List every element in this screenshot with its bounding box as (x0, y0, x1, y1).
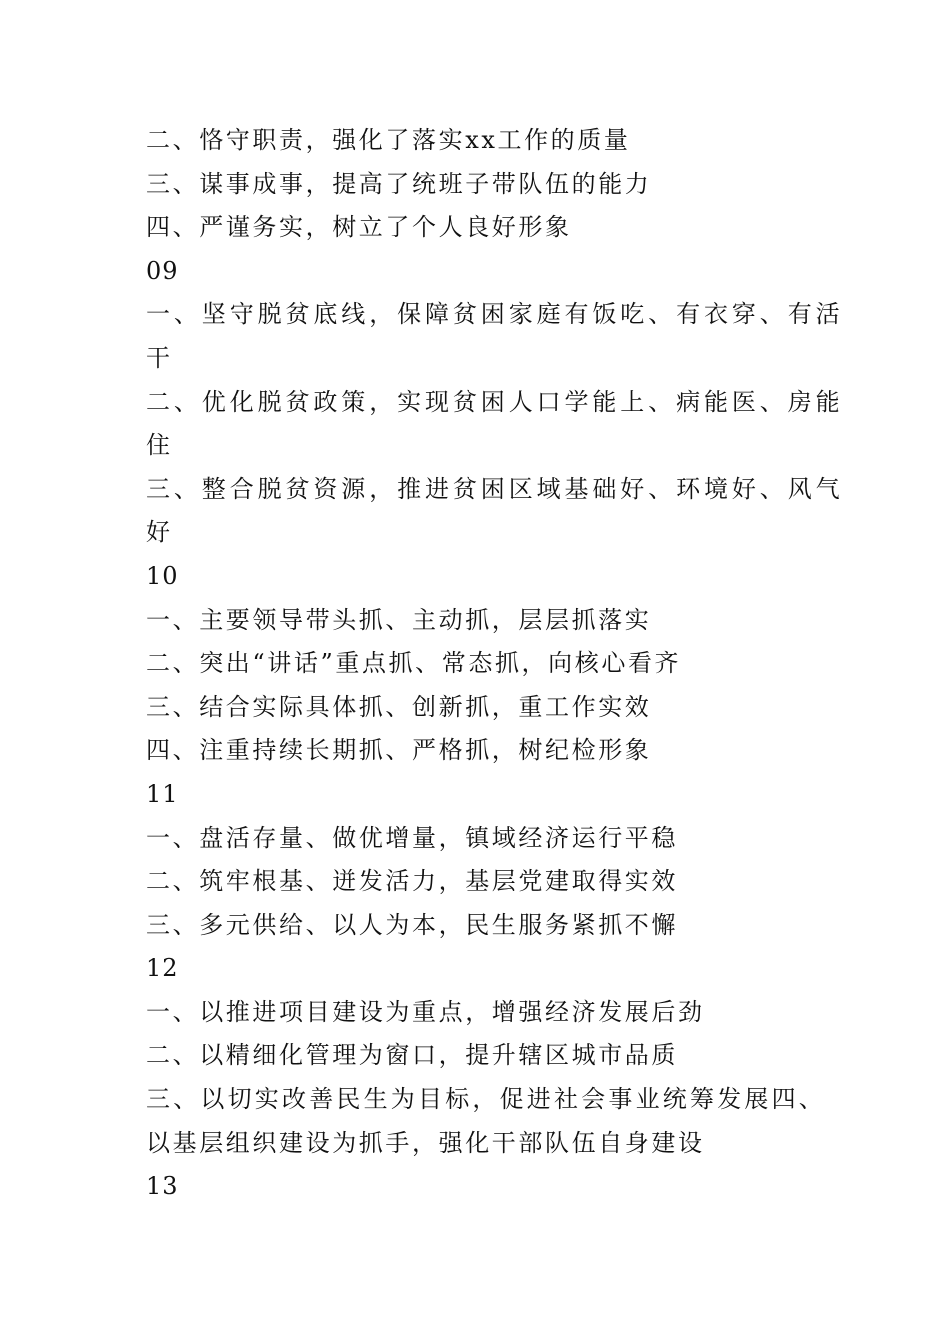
text-line: 四、严谨务实，树立了个人良好形象 (146, 213, 572, 242)
text-line: 三、谋事成事，提高了统班子带队伍的能力 (146, 169, 652, 198)
text-line: 三、整合脱贫资源，推进贫困区域基础好、环境好、风气 (146, 474, 844, 503)
text-line: 一、盘活存量、做优增量，镇域经济运行平稳 (146, 823, 678, 852)
text-line: 二、筑牢根基、迸发活力，基层党建取得实效 (146, 867, 678, 896)
text-line: 二、突出“讲话”重点抓、常态抓，向核心看齐 (146, 649, 682, 678)
text-line: 三、多元供给、以人为本，民生服务紧抓不懈 (146, 910, 678, 939)
text-line: 二、以精细化管理为窗口，提升辖区城市品质 (146, 1041, 678, 1070)
text-line: 一、以推进项目建设为重点，增强经济发展后劲 (146, 997, 705, 1026)
section-number: 12 (146, 954, 179, 983)
text-line: 一、坚守脱贫底线，保障贫困家庭有饭吃、有衣穿、有活 (146, 300, 844, 329)
text-line: 四、注重持续长期抓、严格抓，树纪检形象 (146, 736, 652, 765)
text-line: 三、结合实际具体抓、创新抓，重工作实效 (146, 692, 652, 721)
text-line: 一、主要领导带头抓、主动抓，层层抓落实 (146, 605, 652, 634)
text-line: 三、以切实改善民生为目标，促进社会事业统筹发展四、 (146, 1085, 826, 1114)
section-number: 11 (146, 779, 179, 808)
text-line: 二、恪守职责，强化了落实xx工作的质量 (146, 126, 631, 154)
section-number: 09 (146, 256, 179, 285)
document-body (146, 119, 844, 1209)
text-line: 干 (146, 343, 173, 372)
section-number: 13 (146, 1172, 179, 1201)
text-line: 住 (146, 431, 173, 460)
section-number: 10 (146, 561, 179, 590)
text-line: 以基层组织建设为抓手，强化干部队伍自身建设 (146, 1128, 705, 1157)
text-line: 好 (146, 518, 173, 547)
text-line: 二、优化脱贫政策，实现贫困人口学能上、病能医、房能 (146, 387, 844, 416)
